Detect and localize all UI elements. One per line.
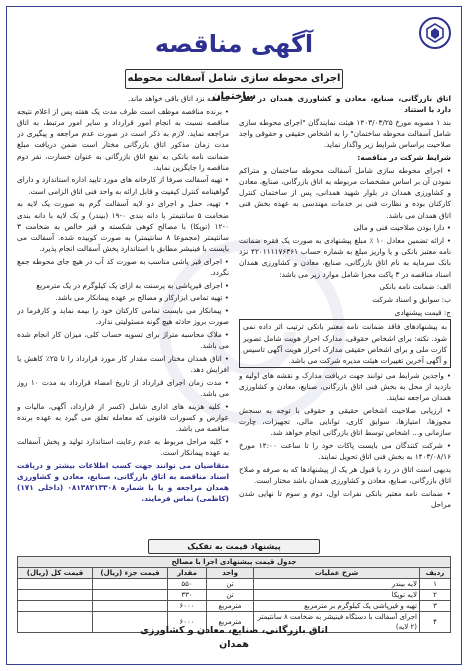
paragraph: • دارا بودن صلاحیت فنی و مالی xyxy=(353,223,451,233)
paragraph: • اجرای قیر پاشی مناسب به صورت کد آب در هیچ جای محوطه جمع نگردد. xyxy=(17,256,229,278)
header-quantity: مقدار xyxy=(168,568,207,579)
paragraph: الف: ضمانت نامه بانکی xyxy=(379,282,451,292)
page-title: آگهی مناقصه xyxy=(154,30,314,58)
header-unit-price: قیمت جزء (ریال) xyxy=(93,568,168,579)
price-table xyxy=(17,556,451,633)
cell-desc: لایه بیندر xyxy=(254,579,420,590)
cell-row: ۲ xyxy=(420,590,451,601)
cell-qty: ۶۰۰۰ xyxy=(168,612,207,633)
paragraph: • مدت زمان اجرای قرارداد از تاریخ امضاء قرارداد به مدت ۱۰ روز می باشد. xyxy=(17,377,229,399)
left-column xyxy=(17,93,229,533)
cell-qty: ۶۰۰۰ xyxy=(168,601,207,612)
paragraph: • اتاق همدان مختار است مقدار کار مورد قرارداد را تا ۲۵٪ کاهش یا افزایش دهد. xyxy=(17,353,229,375)
header-row-number: ردیف xyxy=(420,568,451,579)
header-unit: واحد xyxy=(207,568,254,579)
paragraph: به پیشنهادهای فاقد ضمانت نامه معتبر بانکی ترتیب اثر داده نمی شود. نکته: برای اشخاص حقوقی، مدارک احراز هویت شامل تصویر کارت ملی و برای اشخاص حقیقی مدارک احراز هویت آگهی تاسیس و آگهی آخرین تغییرات هیئت مدیره شرکت می باشد. xyxy=(239,319,451,368)
header-description: شرح عملیات xyxy=(254,568,420,579)
paragraph: متقاضیان می توانند جهت کسب اطلاعات بیشتر و دریافت اسناد مناقصه به اتاق بازرگانی، صنایع، معادن و کشاورزی همدان مراجعه و یا با شماره ۰۸۱۳۸۲۱۳۳۰۸ (داخلی ۱۷۱) (کاظمی) تماس فرمایند. xyxy=(17,460,229,504)
cell-total xyxy=(18,579,93,590)
paragraph: شرایط شرکت در مناقصه: xyxy=(357,153,451,163)
cell-unit: تن xyxy=(207,590,254,601)
body-columns xyxy=(17,93,451,533)
right-column xyxy=(239,93,451,533)
paragraph: • شرکت کنندگان می بایست پاکات خود را تا ساعت ۱۴:۰۰ مورخ ۱۴۰۳/۰۸/۱۶ به بخش فنی اتاق تحویل نمایند. xyxy=(239,440,451,462)
table-caption: پیشنهاد قیمت به تفکیک xyxy=(148,539,320,554)
cell-row: ۱ xyxy=(420,579,451,590)
paragraph: • واجدین شرایط می توانند جهت دریافت مدارک و نقشه های اولیه و بازدید از محل به بخش فنی اتاق بازرگانی، صنایع، معادن و کشاورزی همدان مراجعه نمایند. xyxy=(239,370,451,403)
paragraph: • برنده مناقصه موظف است ظرف مدت یک هفته پس از اعلام نتیجه مناقصه نسبت به انجام امور قرارداد و سایر امور مرتبط، به اتاق مراجعه نماید. لازم به ذکر است در صورت عدم مراجعه و پیگیری در مدت زمان مذکور اتاق بازرگانی مختار است ضمن دریافت مبلغ ضمانت نامه بانکی به نفع اتاق بازرگانی به عنوان خسارت، نفر دوم مناقصه را جایگزین نماید. xyxy=(17,106,229,172)
cell-qty: ۳۳۰ xyxy=(168,590,207,601)
cell-row: ۴ xyxy=(420,612,451,633)
cell-row: ۳ xyxy=(420,601,451,612)
paragraph: • تهیه تمامی ابزارکار و مصالح بر عهده پیمانکار می باشد. xyxy=(55,293,229,303)
publisher-line-2: همدان xyxy=(219,639,249,650)
paragraph: • ضمانت نامه معتبر بانکی نفرات اول، دوم و سوم تا نهایی شدن مراحل xyxy=(239,488,451,509)
cell-unit-price xyxy=(93,601,168,612)
paragraph: ب: سوابق و اسناد شرکت xyxy=(372,294,451,304)
header-total-price: قیمت کل (ریال) xyxy=(18,568,93,579)
publisher-footer xyxy=(7,624,461,652)
paragraph: • اجرای محوطه سازی شامل آسفالت محوطه ساختمان و متراکم نمودن آن بر اساس مشخصات مربوطه به اتاق بازرگانی، صنایع، معادن و کشاورزی همدان در بلوار شهید همدانی، پس از ساختمان کنترل کارکنان بوده و نظارت فنی بر خدمات مهندسی به عهده بخش فنی اتاق همدان می باشد. xyxy=(239,165,451,220)
cell-unit-price xyxy=(93,590,168,601)
cell-desc: لایه توپکا xyxy=(254,590,420,601)
paragraph: بند ۱ مصوبه مورخ ۱۴۰۳/۰۳/۲۵ هیئت نمایندگان "اجرای محوطه سازی شامل آسفالت محوطه ساختمان" را به اشخاص حقیقی و حقوقی واجد صلاحیت براساس شرایط زیر واگذار نماید. xyxy=(239,117,451,150)
cell-unit: مترمربع xyxy=(207,601,254,612)
paragraph: • تهیه، حمل و اجرای دو لایه آسفالت گرم به صورت یک لایه به ضخامت ۵ سانتیمتر با دانه بندی ۰-۱۹ (بیندر) و یک لایه با دانه بندی ۰-۱۲ (توپکا) با مصالح کوهی شکسته و قیر خالص به ضخامت ۳ سانتیمتر (مجموعا ۸ سانتیمتر) به صورت کوبیده شده. آسفالت می بایست با فینیشر مطابق با استاندارد پخش آسفالت انجام پذیرد. xyxy=(17,199,229,254)
table-row xyxy=(18,579,451,590)
paragraph: • ملاک محاسبه متراژ برای تسویه حساب کلی، میزان کار انجام شده می باشد. xyxy=(17,330,229,351)
cell-desc: تهیه و قیرپاشی یک کیلوگرم بر مترمربع xyxy=(254,601,420,612)
cell-qty: ۵۵۰ xyxy=(168,579,207,590)
paragraph: ج: قیمت پیشنهادی xyxy=(394,307,451,317)
paragraph: • کلیه هزینه های اداری شامل (کسر از قرارداد، آگهی، مالیات و عوارض و کسورات قانونی که معامله تعلق می گیرد به عهده برنده مناقصه می باشد. xyxy=(17,401,229,434)
cell-unit: تن xyxy=(207,579,254,590)
paragraph: • ارائه تضمین معادل ۱۰ ٪ مبلغ پیشنهادی به صورت یک فقره ضمانت نامه معتبر بانکی و یا واریز مبلغ به شماره حساب ۴۲۰۱۱۱۱۷۶۳۶۱ نزد بانک سرمایه به نام اتاق بازرگانی، صنایع، معادن و کشاورزی همدان اسناد مناقصه در ۳ پاکت مجزا شامل موارد زیر می باشد: xyxy=(239,235,451,279)
cell-total xyxy=(18,601,93,612)
paragraph: • پیمانکار می بایست تمامی کارکنان خود را بیمه نماید و کارفرما در صورت بروز حادثه هیچ گونه مسئولیتی ندارد. xyxy=(17,306,229,327)
table-title: جدول قیمت پیشنهادی اجرا با مصالح xyxy=(18,557,451,568)
cell-total xyxy=(18,590,93,601)
table-row xyxy=(18,590,451,601)
paragraph: • ارزیابی صلاحیت اشخاص حقیقی و حقوقی با توجه به سنجش مجوزها، امتیازها، سوابق کاری، توانایی مالی، تجهیزات، چارت سازمانی و... اشخاص توسط اتاق بازرگانی انجام خواهد شد. xyxy=(239,405,451,438)
paragraph: • کلیه مراحل مربوط به عدم رعایت استاندارد تولید و پخش آسفالت به عهده پیمانکار است. xyxy=(17,436,229,458)
paragraph: بدیهی است اتاق در رد یا قبول هر یک از پیشنهادها که به صرفه و صلاح اتاق بازرگانی، صنایع، معادن و کشاورزی همدان باشد مختار است. xyxy=(239,464,451,485)
notice-frame xyxy=(6,6,462,665)
table-row xyxy=(18,601,451,612)
cell-unit-price xyxy=(93,579,168,590)
paragraph: • تهیه آسفالت صرفا از کارخانه های مورد تایید اداره استاندارد و دارای گواهینامه کنترل کیفیت و قابل ارائه به واحد فنی اتاق الزامی است. xyxy=(17,175,229,196)
paragraph: مناقصه نزد اتاق باقی خواهد ماند. xyxy=(127,94,229,103)
cell-desc: اجرای آسفالت با دستگاه فینیشر به ضخامت ۸ سانتیمتر (۲ لایه) xyxy=(254,612,420,633)
publisher-line-1: اتاق بازرگانی، صنایع، معادن و کشاورزی xyxy=(140,625,328,636)
paragraph: اتاق بازرگانی، صنایع، معادن و کشاورزی همدان در نظر دارد با استناد xyxy=(239,94,451,115)
cell-unit: مترمربع xyxy=(207,612,254,633)
paragraph: • اجرای قیرپاشی به پرسنت به ازای یک کیلوگرم در یک مترمربع xyxy=(36,280,229,290)
tender-subject: اجرای محوطه سازی شامل آسفالت محوطه ساختمان xyxy=(125,69,343,89)
